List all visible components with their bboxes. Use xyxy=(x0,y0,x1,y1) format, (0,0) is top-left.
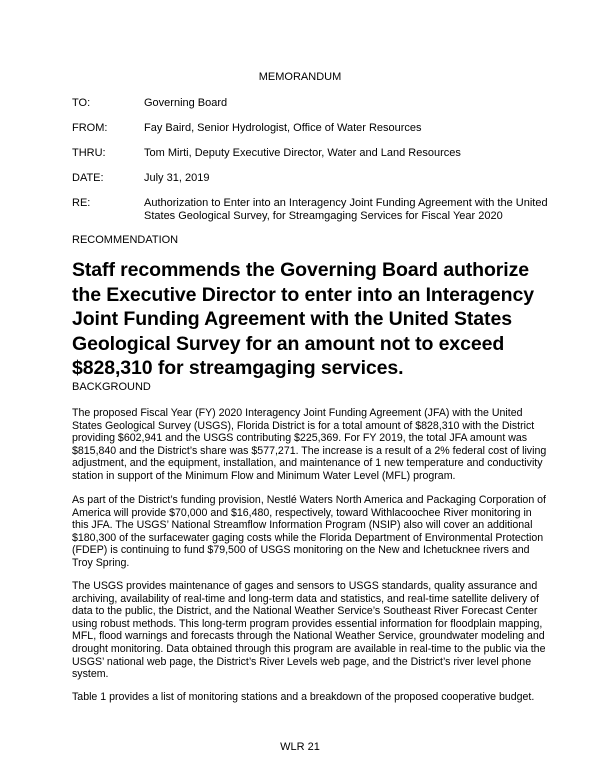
memo-title: MEMORANDUM xyxy=(258,71,342,83)
background-paragraph-1: The proposed Fiscal Year (FY) 2020 Interagency Joint Funding Agreement (JFA) with the United States Geological Survey (USGS), Florida District is for a total amount of $828,310 with the District providing $602,941 and the USGS contributing $225,369. For FY 2019, the total JFA amount was $815,840 and the District’s share was $577,271. The increase is a result of a 2% federal cost of living adjustment, and the equipment, installation, and maintenance of 1 new temperature and conductivity station in support of the Minimum Flow and Minimum Water Level (MFL) program. xyxy=(72,407,547,482)
memo-to-value: Governing Board xyxy=(144,97,228,109)
memo-date-value: July 31, 2019 xyxy=(144,172,210,184)
page-number: WLR 21 xyxy=(280,741,320,753)
recommendation-heading: RECOMMENDATION xyxy=(72,234,179,246)
recommendation-text: Staff recommends the Governing Board authorize the Executive Director to enter into an Interagency Joint Funding Agreement with the United States Geological Survey for an amount not to exceed $828,310 for streamgaging services. xyxy=(72,259,534,379)
memo-from-value: Fay Baird, Senior Hydrologist, Office of Water Resources xyxy=(144,122,422,134)
background-paragraph-2: As part of the District’s funding provision, Nestlé Waters North America and Packaging Corporation of America will provide $70,000 and $16,480, respectively, toward Withlacoochee River monitoring in this JFA. The USGS’ National Streamflow Information Program (NSIP) also will cover an additional $180,300 of the surfacewater gaging costs while the Florida Department of Environmental Protection (FDEP) is continuing to fund $79,500 of USGS monitoring on the New and Ichetucknee rivers and Troy Spring. xyxy=(72,494,546,569)
memo-re-label: RE: xyxy=(72,197,91,209)
memo-thru-value: Tom Mirti, Deputy Executive Director, Water and Land Resources xyxy=(144,147,461,159)
background-paragraph-4: Table 1 provides a list of monitoring stations and a breakdown of the proposed cooperative budget. xyxy=(72,691,535,703)
memo-date-label: DATE: xyxy=(72,172,104,184)
background-paragraph-3: The USGS provides maintenance of gages and sensors to USGS standards, quality assurance and archiving, availability of real-time and long-term data and statistics, and real-time satellite delivery of data to the public, the District, and the National Weather Service’s Southeast River Forecast Center using robust methods. This long-term program provides essential information for floodplain mapping, MFL, flood warnings and forecasts through the National Weather Service, groundwater modeling and drought monitoring. Data obtained through this program are available in real-time to the public via the USGS’ national web page, the District’s River Levels web page, and the District’s river level phone system. xyxy=(72,580,546,681)
memo-to-label: TO: xyxy=(72,97,91,109)
background-heading: BACKGROUND xyxy=(72,381,151,393)
memo-thru-label: THRU: xyxy=(72,147,106,159)
memo-from-label: FROM: xyxy=(72,122,108,134)
memo-re-value: Authorization to Enter into an Interagency Joint Funding Agreement with the United States Geological Survey, for Streamgaging Services for Fiscal Year 2020 xyxy=(144,197,548,222)
